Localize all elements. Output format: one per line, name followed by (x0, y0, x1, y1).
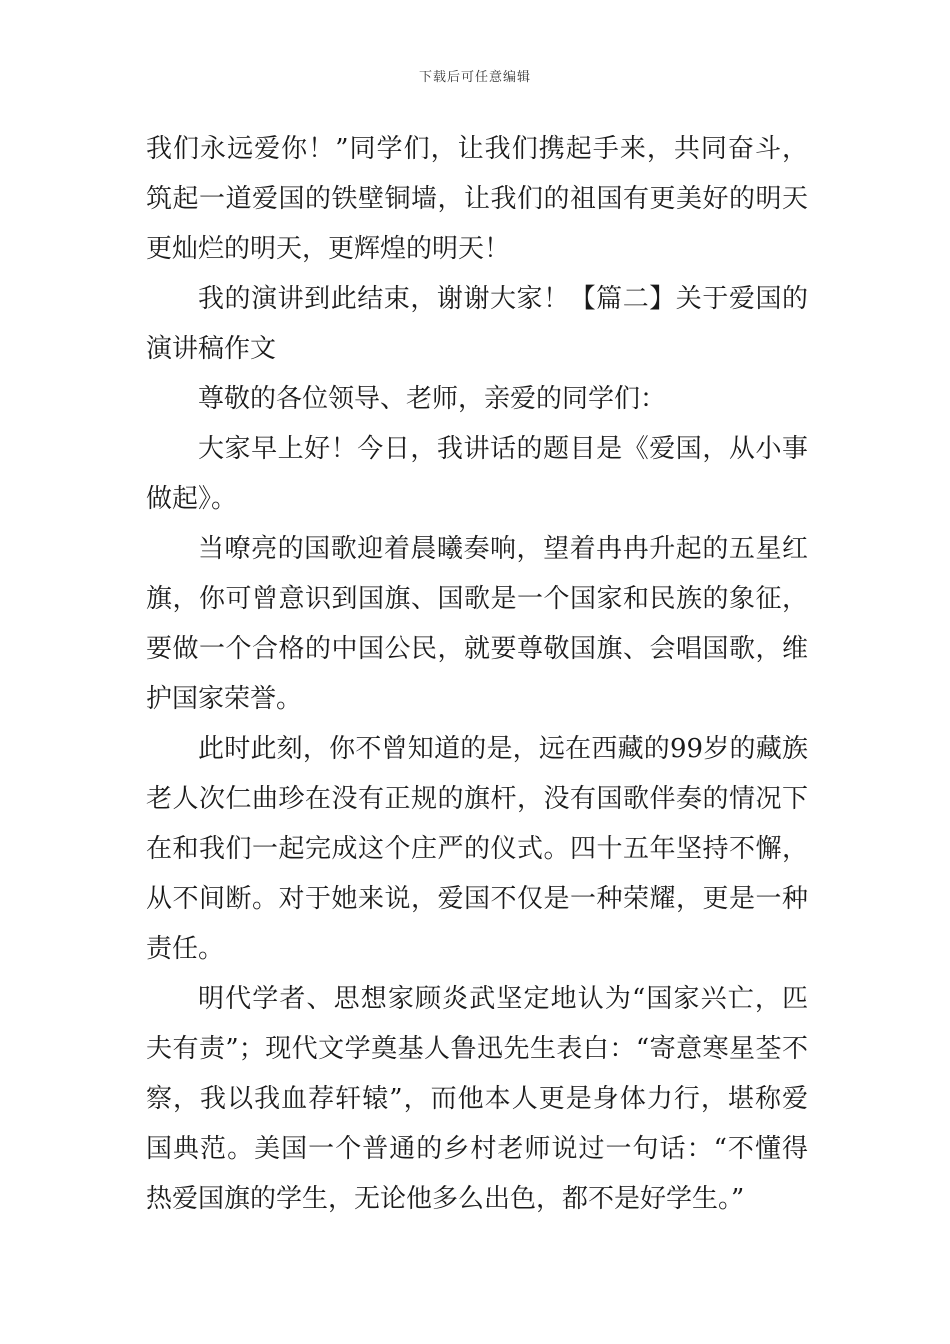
page-header: 下载后可任意编辑 (418, 70, 531, 85)
paragraph-5: 当嘹亮的国歌迎着晨曦奏响，望着冉冉升起的五星红旗，你可曾意识到国旗、国歌是一个国家和民族的象征，要做一个合格的中国公民，就要尊敬国旗、会唱国歌，维护国家荣誉。 (146, 534, 808, 714)
paragraph-6: 此时此刻，你不曾知道的是，远在西藏的99岁的藏族老人次仁曲珍在没有正规的旗杆，没有国歌伴奏的情况下在和我们一起完成这个庄严的仪式。四十五年坚持不懈，从不间断。对于她来说，爱国不仅是一种荣耀，更是一种责任。 (146, 734, 808, 964)
paragraph-7: 明代学者、思想家顾炎武坚定地认为“国家兴亡，匹夫有责”；现代文学奠基人鲁迅先生表白：“寄意寒星荃不察，我以我血荐轩辕”，而他本人更是身体力行，堪称爱国典范。美国一个普通的乡村老师说过一句话：“不懂得热爱国旗的学生，无论他多么出色，都不是好学生。” (146, 984, 808, 1214)
document-body (146, 124, 808, 1224)
paragraph-1: 我们永远爱你！”同学们，让我们携起手来，共同奋斗，筑起一道爱国的铁壁铜墙，让我们的祖国有更美好的明天更灿烂的明天，更辉煌的明天！ (146, 134, 808, 264)
paragraph-3: 尊敬的各位领导、老师，亲爱的同学们： (198, 384, 667, 414)
paragraph-2: 我的演讲到此结束，谢谢大家！【篇二】关于爱国的演讲稿作文 (146, 284, 808, 364)
paragraph-4: 大家早上好！今日，我讲话的题目是《爱国，从小事做起》。 (146, 434, 808, 514)
